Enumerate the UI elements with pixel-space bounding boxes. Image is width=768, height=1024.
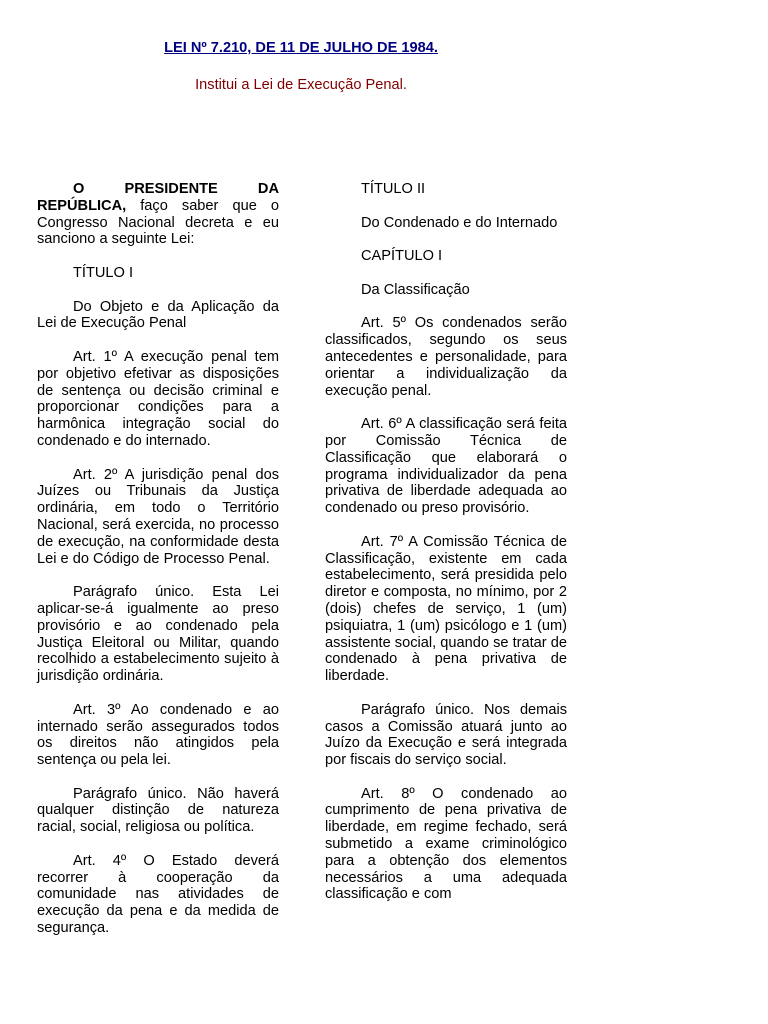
art-4: Art. 4º O Estado deverá recorrer à cooperação da comunidade nas atividades de execução da pena e da medida de segurança. xyxy=(37,852,279,937)
titulo-ii: TÍTULO II xyxy=(361,181,426,197)
art-3: Art. 3º Ao condenado e ao internado serão assegurados todos os direitos não atingidos pela sentença ou pela lei. xyxy=(37,701,279,769)
titulo-i-desc: Do Objeto e da Aplicação da Lei de Execução Penal xyxy=(37,298,279,332)
titulo-ii-desc: Do Condenado e do Internado xyxy=(361,214,558,231)
right-column xyxy=(325,181,567,920)
law-title[interactable]: LEI Nº 7.210, DE 11 DE JULHO DE 1984. xyxy=(164,40,438,56)
law-subtitle: Institui a Lei de Execução Penal. xyxy=(195,77,407,93)
preamble xyxy=(37,181,279,248)
capitulo-i-desc: Da Classificação xyxy=(361,281,470,298)
art-2-paragraph: Parágrafo único. Esta Lei aplicar-se-á igualmente ao preso provisório e ao condenado pela Justiça Eleitoral ou Militar, quando recolhido a estabelecimento sujeito à jurisdição ordinária. xyxy=(37,584,279,685)
art-1: Art. 1º A execução penal tem por objetivo efetivar as disposições de sentença ou decisão criminal e proporcionar condições para a harmônica integração social do condenado e do internado. xyxy=(37,348,279,449)
art-6: Art. 6º A classificação será feita por Comissão Técnica de Classificação que elaborará o programa individualizador da pena privativa de liberdade adequada ao condenado ou preso provisório. xyxy=(325,416,567,517)
art-7: Art. 7º A Comissão Técnica de Classificação, existente em cada estabelecimento, será presidida pelo diretor e composta, no mínimo, por 2 (dois) chefes de serviço, 1 (um) psiquiatra, 1 (um) psicólogo e 1 (um) assistente social, quando se tratar de condenado à pena privativa de liberdade. xyxy=(325,533,567,685)
art-3-paragraph: Parágrafo único. Não haverá qualquer distinção de natureza racial, social, religiosa ou política. xyxy=(37,785,279,836)
art-7-paragraph: Parágrafo único. Nos demais casos a Comissão atuará junto ao Juízo da Execução e será integrada por fiscais do serviço social. xyxy=(325,701,567,769)
preamble-text: faço saber que o Congresso Nacional decreta e eu sanciono a seguinte Lei: xyxy=(37,197,279,248)
capitulo-i: CAPÍTULO I xyxy=(361,248,443,265)
left-column xyxy=(37,181,279,954)
art-5: Art. 5º Os condenados serão classificados, segundo os seus antecedentes e personalidade, para orientar a individualização da execução penal. xyxy=(325,315,567,399)
art-2: Art. 2º A jurisdição penal dos Juízes ou Tribunais da Justiça ordinária, em todo o Território Nacional, será exercida, no processo de execução, na conformidade desta Lei e do Código de Processo Penal. xyxy=(37,466,279,567)
art-8: Art. 8º O condenado ao cumprimento de pena privativa de liberdade, em regime fechado, será submetido a exame criminológico para a obtenção dos elementos necessários a uma adequada classificação e com xyxy=(325,785,567,903)
titulo-i: TÍTULO I xyxy=(73,264,133,281)
preamble-bold: O PRESIDENTE DA REPÚBLICA, xyxy=(37,181,279,214)
